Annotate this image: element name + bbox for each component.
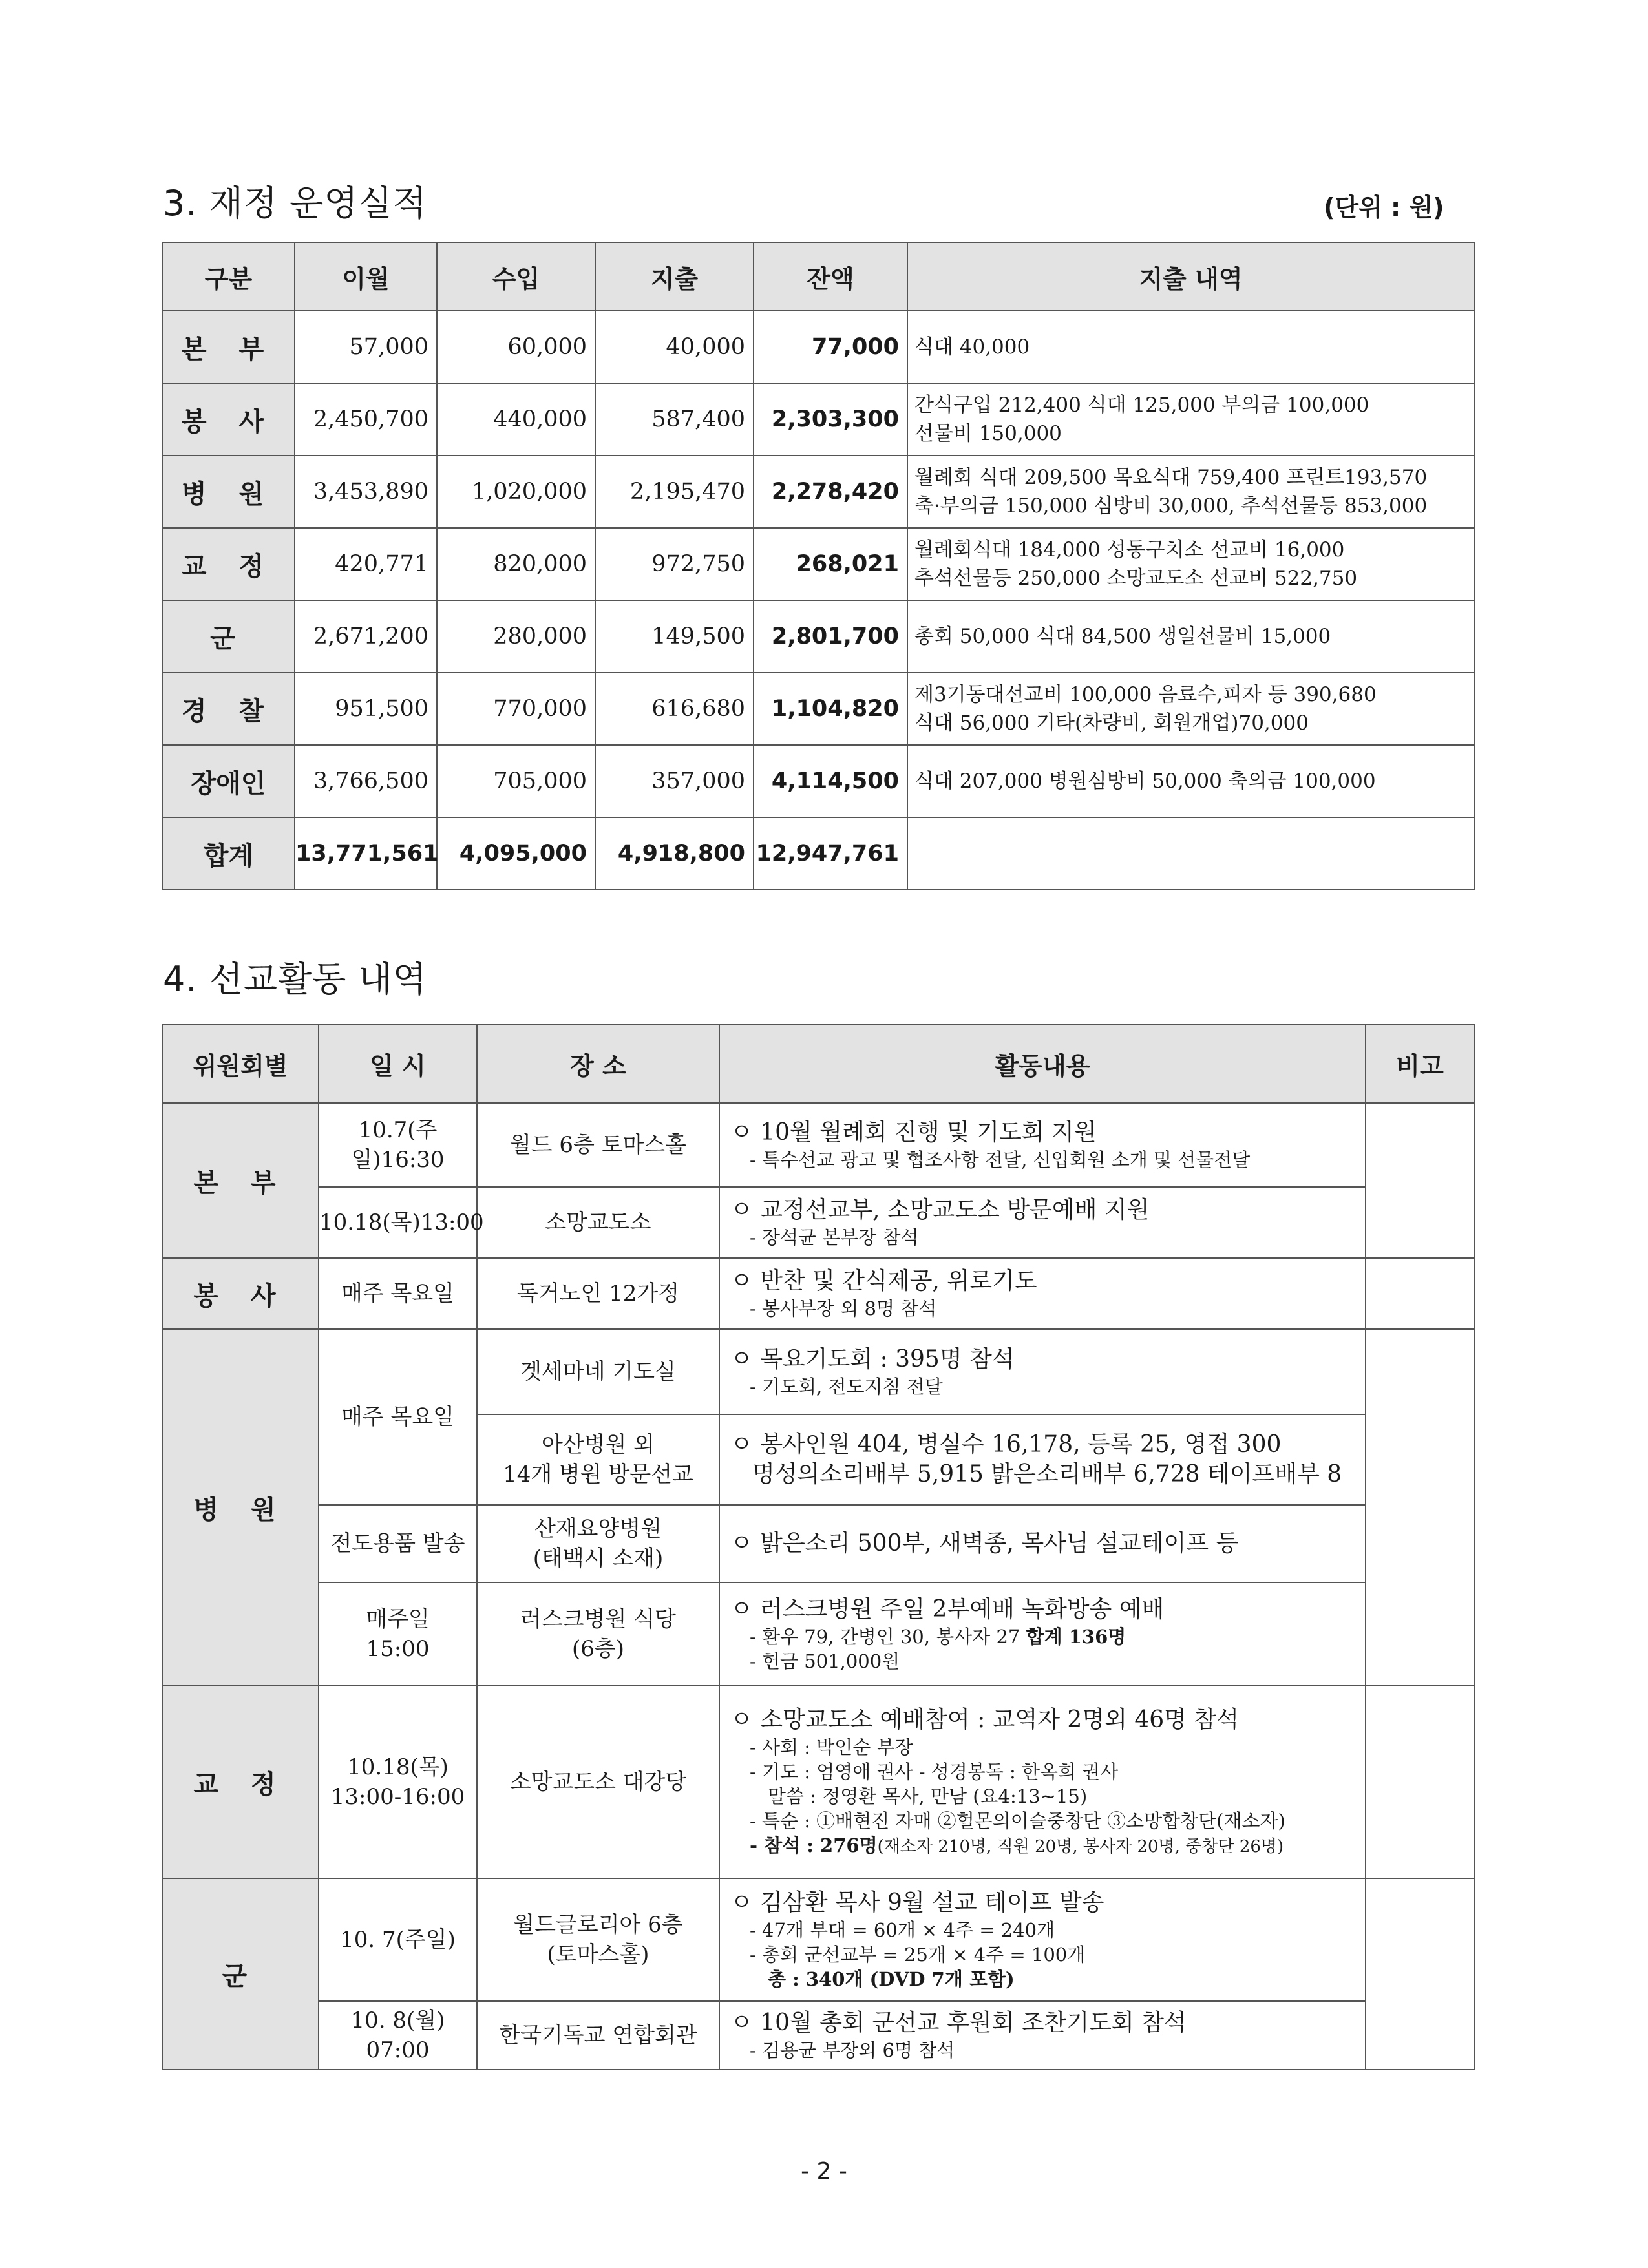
activity-date [319, 1686, 477, 1878]
activity-date-line: 10.18(목) [347, 1754, 449, 1780]
finance-detail [907, 528, 1474, 600]
activity-content [719, 1258, 1366, 1329]
activity-date-line: 07:00 [366, 2037, 430, 2063]
table-row [162, 1686, 1474, 1878]
finance-table [162, 242, 1475, 890]
activity-sub: - 김용균 부장외 6명 참석 [750, 2039, 955, 2061]
activity-sub: - 특순 : ①배현진 자매 ②헐몬의이슬중창단 ③소망합창단(재소자) [750, 1810, 1285, 1832]
finance-detail [907, 600, 1474, 673]
finance-header-expense: 지출 [595, 242, 754, 311]
finance-category: 본 부 [162, 311, 295, 383]
activity-note [1366, 1103, 1474, 1258]
finance-carry: 420,771 [295, 528, 437, 600]
finance-detail-line: 선물비 150,000 [914, 422, 1062, 445]
activity-place: 겟세마네 기도실 [477, 1329, 719, 1414]
finance-detail-line: 총회 50,000 식대 84,500 생일선물비 15,000 [914, 625, 1331, 648]
activity-main: ㅇ 10월 월례회 진행 및 기도회 지원 [730, 1119, 1097, 1146]
activity-sub: - 총회 군선교부 = 25개 × 4주 = 100개 [750, 1944, 1086, 1966]
finance-income: 60,000 [437, 311, 595, 383]
activity-content [719, 1187, 1366, 1258]
activity-place-line: 러스크병원 식당 [520, 1606, 676, 1632]
finance-income: 770,000 [437, 673, 595, 745]
table-row [162, 1505, 1474, 1582]
activity-note [1366, 1329, 1474, 1686]
table-row [162, 1258, 1474, 1329]
finance-row [162, 745, 1474, 817]
finance-category: 교 정 [162, 528, 295, 600]
finance-total-carry: 13,771,561 [295, 817, 437, 890]
activity-date-line: 매주일 [366, 1606, 430, 1632]
activity-date: 매주 목요일 [319, 1258, 477, 1329]
activity-sub: - 기도 : 엄영애 권사 - 성경봉독 : 한옥희 권사 [750, 1761, 1119, 1783]
activity-content [719, 1686, 1366, 1878]
activity-category: 봉 사 [162, 1258, 319, 1329]
activity-content [719, 1414, 1366, 1505]
finance-total-balance: 12,947,761 [754, 817, 907, 890]
finance-row [162, 456, 1474, 528]
activity-date-line: 15:00 [366, 1636, 430, 1662]
finance-expense: 616,680 [595, 673, 754, 745]
finance-detail [907, 311, 1474, 383]
finance-balance: 1,104,820 [754, 673, 907, 745]
table-row [162, 1187, 1474, 1258]
finance-category: 봉 사 [162, 383, 295, 456]
finance-expense: 972,750 [595, 528, 754, 600]
activity-date: 10.18(목)13:00 [319, 1187, 477, 1258]
activity-place-line: 14개 병원 방문선교 [503, 1462, 693, 1487]
activity-main: ㅇ 교정선교부, 소망교도소 방문예배 지원 [730, 1197, 1150, 1223]
activity-main: ㅇ 소망교도소 예배참여 : 교역자 2명외 46명 참석 [730, 1706, 1239, 1733]
activity-date: 10. 7(주일) [319, 1878, 477, 2001]
finance-expense: 587,400 [595, 383, 754, 456]
activity-main: ㅇ 반찬 및 간식제공, 위로기도 [730, 1268, 1037, 1294]
finance-total-income: 4,095,000 [437, 817, 595, 890]
finance-detail [907, 745, 1474, 817]
activity-header-content: 활동내용 [719, 1024, 1366, 1103]
finance-income: 280,000 [437, 600, 595, 673]
activity-date: 전도용품 발송 [319, 1505, 477, 1582]
finance-unit-label: (단위 : 원) [1324, 193, 1444, 222]
activity-place-line: 아산병원 외 [541, 1432, 655, 1458]
finance-header-balance: 잔액 [754, 242, 907, 311]
activity-place: 한국기독교 연합회관 [477, 2001, 719, 2070]
finance-detail-line: 간식구입 212,400 식대 125,000 부의금 100,000 [914, 394, 1369, 417]
finance-income: 820,000 [437, 528, 595, 600]
activity-content [719, 1582, 1366, 1686]
finance-total-label: 합계 [162, 817, 295, 890]
table-row [162, 1878, 1474, 2001]
finance-balance: 2,801,700 [754, 600, 907, 673]
page-number: - 2 - [801, 2158, 847, 2185]
finance-category: 군 [162, 600, 295, 673]
finance-category: 장애인 [162, 745, 295, 817]
finance-category: 병 원 [162, 456, 295, 528]
table-row [162, 1103, 1474, 1187]
activity-place: 독거노인 12가정 [477, 1258, 719, 1329]
finance-carry: 2,450,700 [295, 383, 437, 456]
finance-detail-line: 식대 40,000 [914, 335, 1030, 359]
activity-sub [730, 1833, 1365, 1859]
activity-sub: - 봉사부장 외 8명 참석 [750, 1297, 937, 1319]
finance-detail-line: 월례회 식대 209,500 목요식대 759,400 프린트193,570 [914, 466, 1428, 489]
finance-expense: 357,000 [595, 745, 754, 817]
finance-row [162, 383, 1474, 456]
finance-detail-line: 추석선물등 250,000 소망교도소 선교비 522,750 [914, 567, 1358, 590]
activity-place [477, 1878, 719, 2001]
finance-expense: 2,195,470 [595, 456, 754, 528]
activity-place-line: (토마스홀) [547, 1942, 650, 1968]
activity-note [1366, 1258, 1474, 1329]
finance-balance: 268,021 [754, 528, 907, 600]
finance-balance: 2,303,300 [754, 383, 907, 456]
activity-place: 소망교도소 [477, 1187, 719, 1258]
activity-date-line: 13:00-16:00 [330, 1784, 465, 1810]
finance-detail-line: 축·부의금 150,000 심방비 30,000, 추석선물등 853,000 [914, 494, 1428, 518]
activity-date [319, 1582, 477, 1686]
activity-date: 매주 목요일 [319, 1329, 477, 1505]
activity-category: 병 원 [162, 1329, 319, 1686]
finance-detail-line: 제3기동대선교비 100,000 음료수,피자 등 390,680 [914, 683, 1377, 706]
activity-place-line: (태백시 소재) [533, 1546, 664, 1571]
activity-place [477, 1582, 719, 1686]
activity-header-place: 장 소 [477, 1024, 719, 1103]
finance-detail-line: 월례회식대 184,000 성동구치소 선교비 16,000 [914, 538, 1345, 562]
activity-sub: - 장석균 본부장 참석 [750, 1226, 919, 1248]
finance-total-row [162, 817, 1474, 890]
activity-place: 월드 6층 토마스홀 [477, 1103, 719, 1187]
activity-table [162, 1024, 1475, 2070]
finance-row [162, 673, 1474, 745]
finance-income: 440,000 [437, 383, 595, 456]
finance-header-row [162, 242, 1474, 311]
activity-sub: - 사회 : 박인순 부장 [750, 1736, 913, 1758]
finance-detail [907, 383, 1474, 456]
activity-sub: - 헌금 501,000원 [750, 1650, 900, 1672]
activity-sub [730, 1624, 1365, 1649]
activity-sub: - 기도회, 전도지침 전달 [750, 1376, 943, 1398]
activity-category: 본 부 [162, 1103, 319, 1258]
activity-date-line: 10. 8(월) [350, 2008, 445, 2033]
finance-detail-line: 식대 56,000 기타(차량비, 회원개업)70,000 [914, 711, 1309, 735]
activity-main: ㅇ 러스크병원 주일 2부예배 녹화방송 예배 [730, 1596, 1165, 1622]
finance-row [162, 600, 1474, 673]
finance-expense: 149,500 [595, 600, 754, 673]
activity-main: ㅇ 봉사인원 404, 병실수 16,178, 등록 25, 영접 300 [730, 1431, 1282, 1458]
activity-header-note: 비고 [1366, 1024, 1474, 1103]
activity-date: 10.7(주일)16:30 [319, 1103, 477, 1187]
activity-sub-text: - 환우 79, 간병인 30, 봉사자 27 [750, 1626, 1026, 1648]
activity-main-cont: 명성의소리배부 5,915 밝은소리배부 6,728 테이프배부 8 [752, 1461, 1342, 1487]
finance-section-title: 3. 재정 운영실적 [163, 183, 427, 224]
activity-content [719, 1878, 1366, 2001]
finance-row [162, 528, 1474, 600]
finance-total-expense: 4,918,800 [595, 817, 754, 890]
activity-header-row [162, 1024, 1474, 1103]
finance-category: 경 찰 [162, 673, 295, 745]
finance-header-carry: 이월 [295, 242, 437, 311]
activity-place-line: 산재요양병원 [534, 1516, 662, 1542]
finance-carry: 951,500 [295, 673, 437, 745]
table-row [162, 1329, 1474, 1414]
finance-row [162, 311, 1474, 383]
activity-sub-bold: - 참석 : 276명 [750, 1834, 878, 1856]
activity-content [719, 1103, 1366, 1187]
activity-sub-bold: 총 : 340개 (DVD 7개 포함) [768, 1968, 1015, 1990]
activity-content [719, 2001, 1366, 2070]
activity-note [1366, 1878, 1474, 2070]
activity-sub-bold: 합계 136명 [1026, 1626, 1126, 1648]
activity-sub-text: (재소자 210명, 직원 20명, 봉사자 20명, 중창단 26명) [877, 1837, 1284, 1856]
activity-sub: - 특수선교 광고 및 협조사항 전달, 신입회원 소개 및 선물전달 [750, 1149, 1251, 1171]
finance-detail [907, 456, 1474, 528]
activity-content [719, 1505, 1366, 1582]
activity-place [477, 1505, 719, 1582]
activity-section-title: 4. 선교활동 내역 [163, 959, 427, 1000]
activity-content [719, 1329, 1366, 1414]
activity-place [477, 1414, 719, 1505]
activity-place: 소망교도소 대강당 [477, 1686, 719, 1878]
finance-balance: 4,114,500 [754, 745, 907, 817]
activity-sub: 말씀 : 정영환 목사, 만남 (요4:13~15) [768, 1785, 1088, 1807]
activity-header-committee: 위원회별 [162, 1024, 319, 1103]
finance-carry: 2,671,200 [295, 600, 437, 673]
finance-carry: 3,766,500 [295, 745, 437, 817]
activity-main: ㅇ 밝은소리 500부, 새벽종, 목사님 설교테이프 등 [730, 1530, 1239, 1557]
activity-place-line: 월드글로리아 6층 [513, 1912, 683, 1938]
activity-main: ㅇ 김삼환 목사 9월 설교 테이프 발송 [730, 1889, 1104, 1916]
activity-sub: - 47개 부대 = 60개 × 4주 = 240개 [750, 1919, 1055, 1941]
finance-income: 1,020,000 [437, 456, 595, 528]
activity-note [1366, 1686, 1474, 1878]
activity-main: ㅇ 목요기도회 : 395명 참석 [730, 1346, 1015, 1372]
table-row [162, 1582, 1474, 1686]
activity-main: ㅇ 10월 총회 군선교 후원회 조찬기도회 참석 [730, 2010, 1187, 2036]
activity-date [319, 2001, 477, 2070]
finance-carry: 3,453,890 [295, 456, 437, 528]
finance-header-category: 구분 [162, 242, 295, 311]
finance-balance: 77,000 [754, 311, 907, 383]
finance-balance: 2,278,420 [754, 456, 907, 528]
activity-category: 교 정 [162, 1686, 319, 1878]
finance-detail [907, 673, 1474, 745]
activity-place-line: (6층) [571, 1636, 624, 1662]
activity-header-datetime: 일 시 [319, 1024, 477, 1103]
finance-expense: 40,000 [595, 311, 754, 383]
finance-carry: 57,000 [295, 311, 437, 383]
finance-total-detail [907, 817, 1474, 890]
table-row [162, 2001, 1474, 2070]
finance-header-detail: 지출 내역 [907, 242, 1474, 311]
finance-header-income: 수입 [437, 242, 595, 311]
activity-category: 군 [162, 1878, 319, 2070]
finance-income: 705,000 [437, 745, 595, 817]
finance-detail-line: 식대 207,000 병원심방비 50,000 축의금 100,000 [914, 770, 1376, 793]
